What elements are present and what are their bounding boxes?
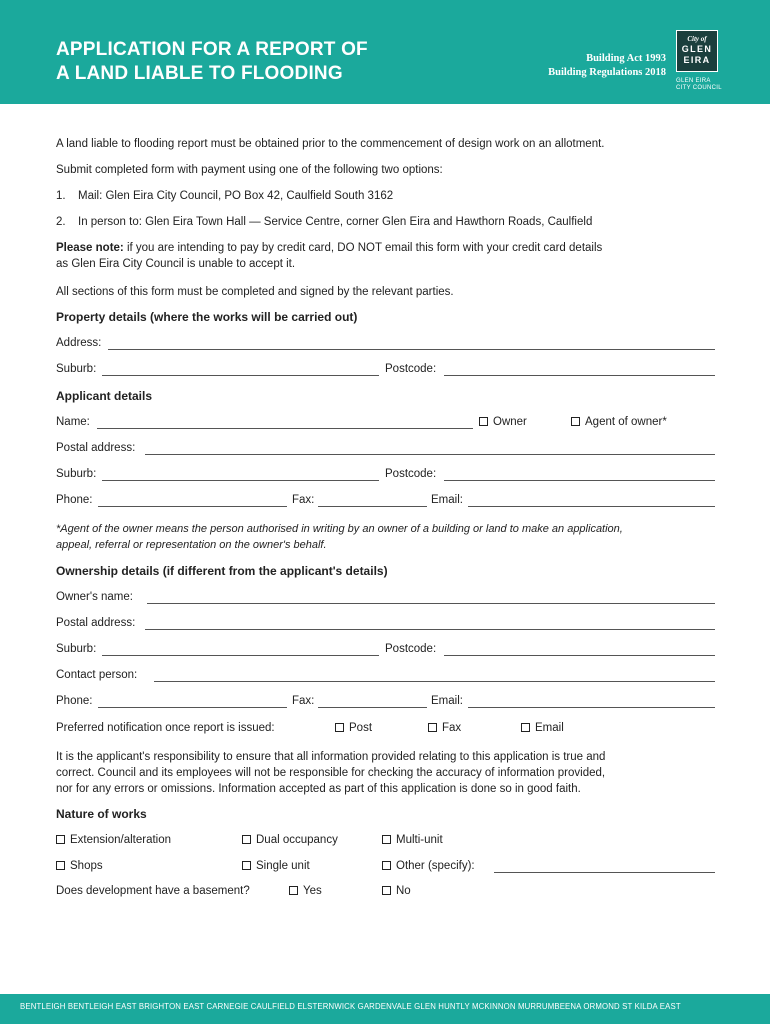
multi-unit-box[interactable] [382, 835, 391, 844]
option-mail-text: Mail: Glen Eira City Council, PO Box 42, Caulfield South 3162 [78, 190, 394, 202]
applicant-email-field[interactable] [468, 506, 715, 507]
applicant-fax-field[interactable] [318, 506, 427, 507]
property-address-label: Address: [56, 337, 102, 349]
owner-fax-label: Fax: [292, 695, 315, 707]
applicant-phone-field[interactable] [98, 506, 287, 507]
applicant-postal-label: Postal address: [56, 442, 136, 454]
owner-checkbox-box[interactable] [479, 417, 488, 426]
note-line-2: as Glen Eira City Council is unable to accept it. [56, 258, 296, 270]
applicant-email-label: Email: [431, 494, 463, 506]
option-mail-number: 1. [56, 190, 66, 202]
logo-glen-text: GLEN [681, 44, 713, 54]
owner-suburb-label: Suburb: [56, 643, 97, 655]
owner-phone-label: Phone: [56, 695, 93, 707]
agent-checkbox[interactable] [571, 416, 667, 428]
property-suburb-field[interactable] [102, 375, 379, 376]
option-in-person [56, 214, 593, 230]
owner-postcode-field[interactable] [444, 655, 715, 656]
agent-definition-note [56, 521, 623, 553]
dual-occupancy-label: Dual occupancy [256, 834, 338, 846]
owner-name-label: Owner's name: [56, 591, 133, 603]
basement-yes-checkbox[interactable] [289, 885, 322, 897]
responsibility-line-1: It is the applicant's responsibility to ensure that all information provided relating to this application is true and [56, 751, 606, 763]
header-banner [0, 0, 770, 104]
form-title-line-1: APPLICATION FOR A REPORT OF [56, 39, 368, 60]
credit-card-note [56, 240, 726, 272]
nature-of-works-heading: Nature of works [56, 807, 147, 821]
responsibility-line-2: correct. Council and its employees will not be responsible for checking the accuracy of information provided, [56, 767, 606, 779]
single-unit-checkbox[interactable] [242, 860, 310, 872]
other-checkbox[interactable] [382, 860, 475, 872]
footer-suburbs: BENTLEIGH BENTLEIGH EAST BRIGHTON EAST CARNEGIE CAULFIELD ELSTERNWICK GARDENVALE GLEN HUNTLY MCKINNON MURRUMBEENA ORMOND ST KILDA EAST [20, 1002, 681, 1011]
applicant-suburb-field[interactable] [102, 480, 379, 481]
logo-city-text: City of [687, 35, 707, 43]
basement-yes-label: Yes [303, 885, 322, 897]
applicant-postcode-label: Postcode: [385, 468, 437, 480]
notify-post-box[interactable] [335, 723, 344, 732]
notify-fax-label: Fax [442, 722, 462, 734]
shops-label: Shops [70, 860, 103, 872]
owner-email-label: Email: [431, 695, 463, 707]
notify-email-checkbox[interactable] [521, 722, 564, 734]
applicant-fax-label: Fax: [292, 494, 315, 506]
notify-email-box[interactable] [521, 723, 530, 732]
logo-eira-text: EIRA [683, 55, 711, 65]
logo-subtitle [676, 78, 722, 92]
single-unit-box[interactable] [242, 861, 251, 870]
multi-unit-checkbox[interactable] [382, 834, 443, 846]
other-box[interactable] [382, 861, 391, 870]
owner-name-field[interactable] [147, 603, 715, 604]
agent-checkbox-label: Agent of owner* [585, 416, 667, 428]
owner-postal-label: Postal address: [56, 617, 136, 629]
multi-unit-label: Multi-unit [396, 834, 443, 846]
basement-no-checkbox[interactable] [382, 885, 411, 897]
extension-checkbox[interactable] [56, 834, 171, 846]
intro-paragraph: A land liable to flooding report must be obtained prior to the commencement of design work on an allotment. [56, 138, 605, 150]
option-in-person-number: 2. [56, 216, 66, 228]
footer-banner [0, 994, 770, 1024]
dual-occupancy-box[interactable] [242, 835, 251, 844]
owner-checkbox-label: Owner [493, 416, 527, 428]
ownership-details-heading: Ownership details (if different from the applicant's details) [56, 564, 388, 578]
note-label: Please note: [56, 242, 124, 254]
property-postcode-field[interactable] [444, 375, 715, 376]
logo-subtitle-line-1: GLEN EIRA [676, 78, 711, 84]
agent-note-line-1: *Agent of the owner means the person authorised in writing by an owner of a building or land to make an application, [56, 523, 623, 535]
applicant-postcode-field[interactable] [444, 480, 715, 481]
owner-checkbox[interactable] [479, 416, 527, 428]
applicant-postal-field[interactable] [145, 454, 715, 455]
responsibility-line-3: nor for any errors or omissions. Information accepted as part of this application is done so in good faith. [56, 783, 581, 795]
basement-no-label: No [396, 885, 411, 897]
note-line-1: if you are intending to pay by credit card, DO NOT email this form with your credit card details [123, 242, 603, 254]
owner-email-field[interactable] [468, 707, 715, 708]
responsibility-statement [56, 749, 605, 797]
building-regulations: Building Regulations 2018 [548, 67, 666, 78]
form-title [56, 38, 368, 86]
owner-suburb-field[interactable] [102, 655, 379, 656]
applicant-phone-label: Phone: [56, 494, 93, 506]
extension-box[interactable] [56, 835, 65, 844]
owner-postal-field[interactable] [145, 629, 715, 630]
dual-occupancy-checkbox[interactable] [242, 834, 338, 846]
applicant-name-field[interactable] [97, 428, 473, 429]
extension-label: Extension/alteration [70, 834, 172, 846]
basement-yes-box[interactable] [289, 886, 298, 895]
applicant-suburb-label: Suburb: [56, 468, 97, 480]
single-unit-label: Single unit [256, 860, 310, 872]
sections-required-text: All sections of this form must be completed and signed by the relevant parties. [56, 286, 454, 298]
applicant-details-heading: Applicant details [56, 389, 153, 403]
applicant-name-label: Name: [56, 416, 90, 428]
submit-instructions: Submit completed form with payment using one of the following two options: [56, 164, 443, 176]
logo-subtitle-line-2: CITY COUNCIL [676, 85, 722, 91]
property-suburb-label: Suburb: [56, 363, 97, 375]
shops-checkbox[interactable] [56, 860, 103, 872]
other-specify-field[interactable] [494, 872, 715, 873]
agent-checkbox-box[interactable] [571, 417, 580, 426]
property-postcode-label: Postcode: [385, 363, 437, 375]
shops-box[interactable] [56, 861, 65, 870]
notify-post-label: Post [349, 722, 373, 734]
basement-question: Does development have a basement? [56, 885, 250, 897]
notify-post-checkbox[interactable] [335, 722, 372, 734]
owner-phone-field[interactable] [98, 707, 287, 708]
notify-fax-box[interactable] [428, 723, 437, 732]
contact-person-label: Contact person: [56, 669, 138, 681]
basement-no-box[interactable] [382, 886, 391, 895]
notify-fax-checkbox[interactable] [428, 722, 461, 734]
option-in-person-text: In person to: Glen Eira Town Hall — Service Centre, corner Glen Eira and Hawthorn Roads, Caulfield [78, 216, 593, 228]
contact-person-field[interactable] [154, 681, 715, 682]
form-title-line-2: A LAND LIABLE TO FLOODING [56, 63, 343, 84]
agent-note-line-2: appeal, referral or representation on the owner's behalf. [56, 539, 327, 551]
property-details-heading: Property details (where the works will be carried out) [56, 310, 358, 324]
owner-postcode-label: Postcode: [385, 643, 437, 655]
notification-label: Preferred notification once report is issued: [56, 722, 275, 734]
council-logo [676, 30, 718, 72]
property-address-field[interactable] [108, 349, 715, 350]
other-label: Other (specify): [396, 860, 475, 872]
building-act: Building Act 1993 [586, 53, 666, 64]
notify-email-label: Email [535, 722, 564, 734]
option-mail [56, 188, 394, 204]
legislation-reference [548, 52, 666, 80]
owner-fax-field[interactable] [318, 707, 427, 708]
